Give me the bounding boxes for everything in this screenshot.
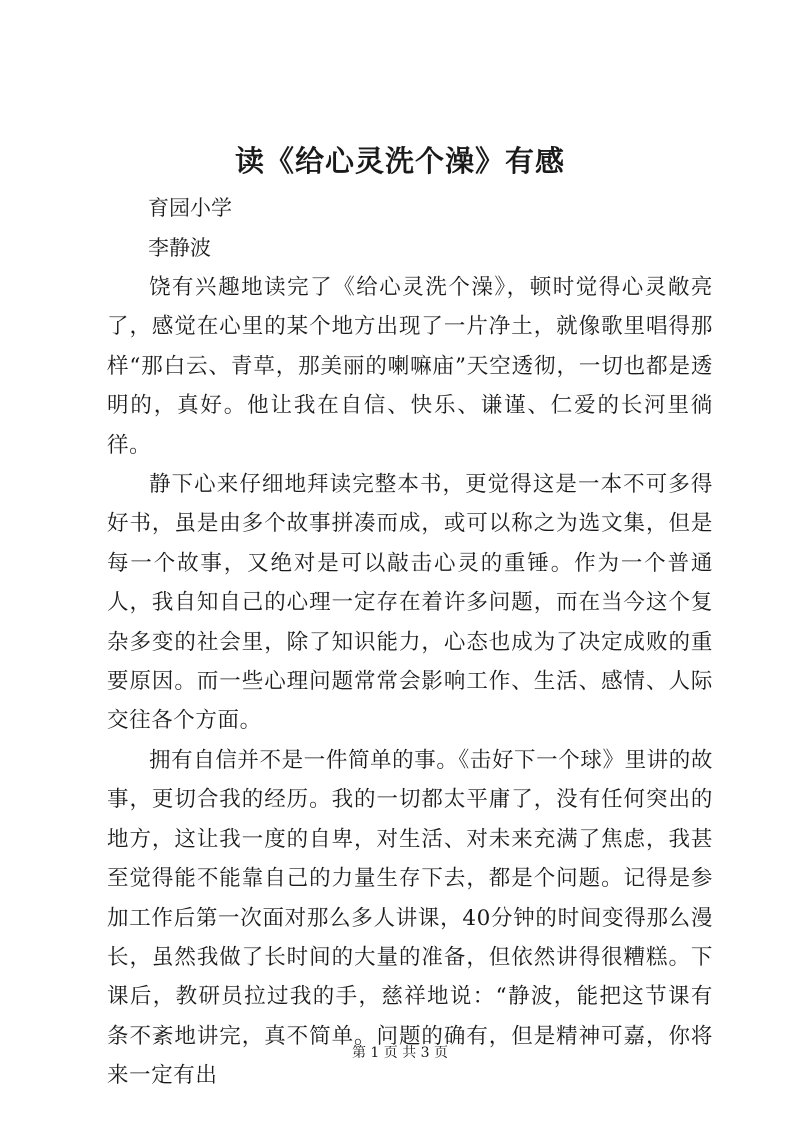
body-text [107, 268, 713, 1096]
author-name: 李静波 [148, 236, 211, 260]
school-name: 育园小学 [148, 196, 232, 220]
paragraph: 静下心来仔细地拜读完整本书，更觉得这是一本不可多得好书，虽是由多个故事拼凑而成，或可以称之为选文集，但是每一个故事，又绝对是可以敲击心灵的重锤。作为一个普通人，我自知自己的心理一定存在着许多问题，而在当今这个复杂多变的社会里，除了知识能力，心态也成为了决定成败的重要原因。而一些心理问题常常会影响工作、生活、感情、人际交往各个方面。 [107, 472, 713, 734]
paragraph: 饶有兴趣地读完了《给心灵洗个澡》，顿时觉得心灵敞亮了，感觉在心里的某个地方出现了一片净土，就像歌里唱得那样“那白云、青草，那美丽的喇嘛庙”天空透彻，一切也都是透明的，真好。他让我在自信、快乐、谦谨、仁爱的长河里徜徉。 [107, 275, 713, 458]
document-title: 读《给心灵洗个澡》有感 [234, 144, 565, 178]
paragraph: 拥有自信并不是一件简单的事。《击好下一个球》里讲的故事，更切合我的经历。我的一切都太平庸了，没有任何突出的地方，这让我一度的自卑，对生活、对未来充满了焦虑，我甚至觉得能不能靠自己的力量生存下去，都是个问题。记得是参加工作后第一次面对那么多人讲课，40分钟的时间变得那么漫长，虽然我做了长时间的大量的准备，但依然讲得很糟糕。下课后，教研员拉过我的手，慈祥地说：“静波，能把这节课有条不紊地讲完，真不简单。问题的确有，但是精神可嘉，你将来一定有出 [107, 747, 713, 1089]
page-footer: 第 1 页 共 3 页 [351, 1045, 449, 1061]
